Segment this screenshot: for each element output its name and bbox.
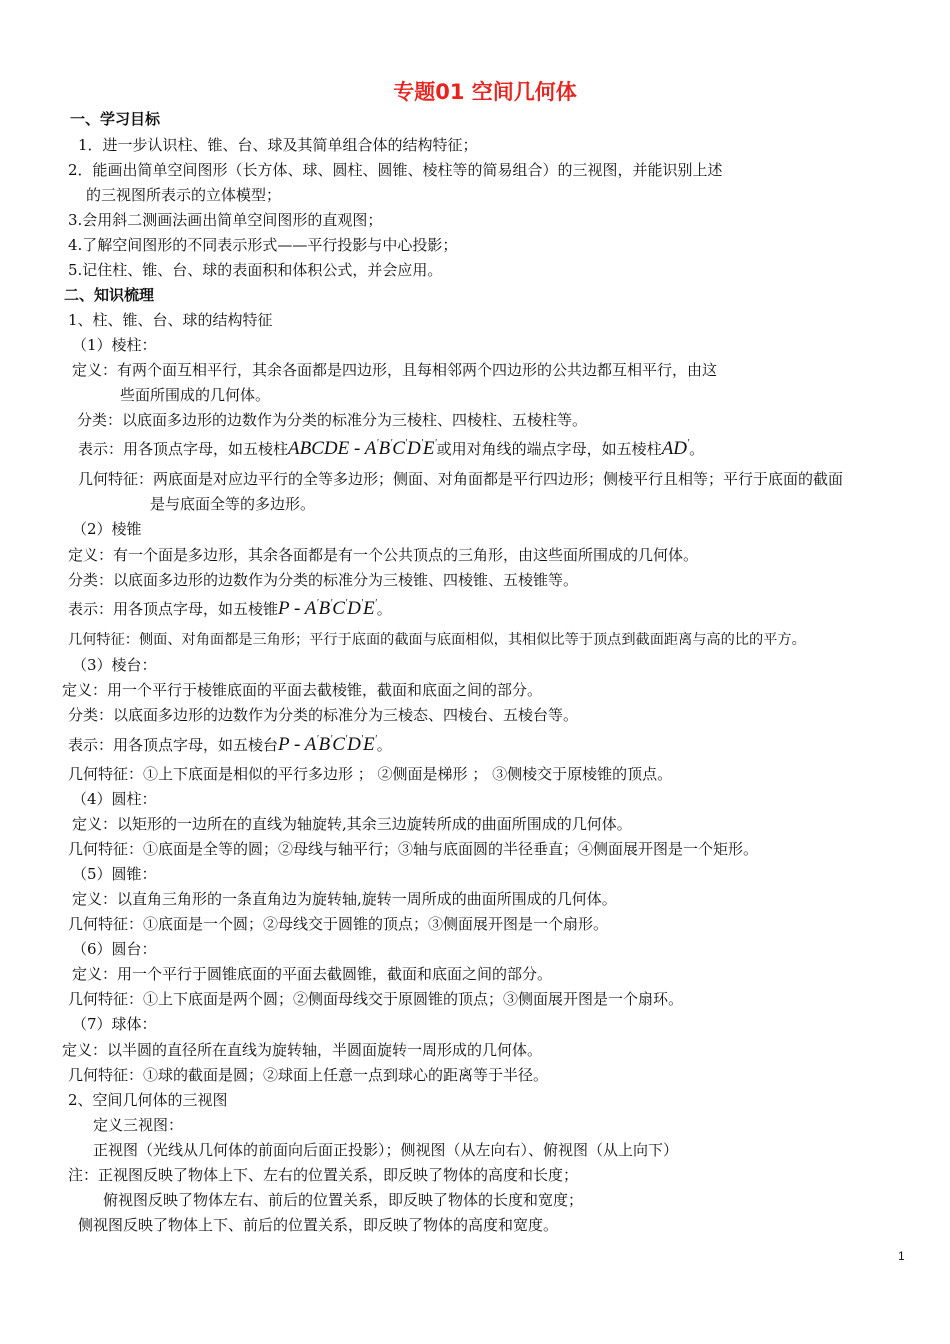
prism-notation-text: 表示：用各顶点字母，如五棱柱 xyxy=(78,440,289,458)
truncated-cone-definition: 定义：用一个平行于圆锥底面的平面去截圆锥，截面和底面之间的部分。 xyxy=(72,965,553,983)
sphere-features: 几何特征：①球的截面是圆；②球面上任意一点到球心的距离等于半径。 xyxy=(68,1066,549,1084)
subsection-three-views: 2、空间几何体的三视图 xyxy=(68,1091,228,1109)
frustum-notation: 表示：用各顶点字母，如五棱台P - A'B'C'D'E'。 xyxy=(68,734,392,755)
note-side-view: 侧视图反映了物体上下、前后的位置关系，即反映了物体的高度和宽度。 xyxy=(78,1216,559,1234)
frustum-heading: （3）棱台： xyxy=(72,656,157,674)
goal-5: 5.记住柱、锥、台、球的表面积和体积公式，并会应用。 xyxy=(68,261,443,279)
prism-classification: 分类：以底面多边形的边数作为分类的标准分为三棱柱、四棱柱、五棱柱等。 xyxy=(77,411,588,429)
pyramid-features: 几何特征：侧面、对角面都是三角形；平行于底面的截面与底面相似，其相似比等于顶点到截面距离与高的比的平方。 xyxy=(68,632,806,648)
cone-heading: （5）圆锥： xyxy=(72,865,157,883)
pyramid-notation: 表示：用各顶点字母，如五棱锥P - A'B'C'D'E'。 xyxy=(68,598,392,619)
page-number: 1 xyxy=(898,1249,905,1263)
prism-features-cont: 是与底面全等的多边形。 xyxy=(150,495,316,513)
prism-definition: 定义：有两个面互相平行，其余各面都是四边形，且每相邻两个四边形的公共边都互相平行，由这 xyxy=(72,361,718,379)
goal-2-cont: 的三视图所表示的立体模型； xyxy=(86,186,282,204)
pyramid-classification: 分类：以底面多边形的边数作为分类的标准分为三棱锥、四棱锥、五棱锥等。 xyxy=(68,571,579,589)
truncated-cone-heading: （6）圆台： xyxy=(72,940,157,958)
section-heading-knowledge: 二、知识梳理 xyxy=(64,286,155,304)
prism-formula: ABCDE - A'B'C'D'E' xyxy=(288,438,437,459)
prism-features: 几何特征：两底面是对应边平行的全等多边形；侧面、对角面都是平行四边形；侧棱平行且相等；平行于底面的截面 xyxy=(78,470,844,488)
subsection-structure: 1、柱、锥、台、球的结构特征 xyxy=(68,311,273,329)
frustum-formula: P - A'B'C'D'E' xyxy=(278,734,377,755)
frustum-definition: 定义：用一个平行于棱锥底面的平面去截棱锥，截面和底面之间的部分。 xyxy=(62,681,543,699)
cone-features: 几何特征：①底面是一个圆；②母线交于圆锥的顶点；③侧面展开图是一个扇形。 xyxy=(68,915,609,933)
page-title: 专题01 空间几何体 xyxy=(393,80,577,104)
sphere-definition: 定义：以半圆的直径所在直线为旋转轴，半圆面旋转一周形成的几何体。 xyxy=(62,1041,543,1059)
three-views-definition: 正视图（光线从几何体的前面向后面正投影）；侧视图（从左向右）、俯视图（从上向下） xyxy=(93,1141,679,1159)
truncated-cone-features: 几何特征：①上下底面是两个圆；②侧面母线交于原圆锥的顶点；③侧面展开图是一个扇环。 xyxy=(68,990,684,1008)
prism-heading: （1）棱柱： xyxy=(72,336,157,354)
pyramid-formula: P - A'B'C'D'E' xyxy=(278,598,377,619)
goal-3: 3.会用斜二测画法画出简单空间图形的直观图； xyxy=(68,211,383,229)
note-top-view: 俯视图反映了物体左右、前后的位置关系，即反映了物体的长度和宽度； xyxy=(103,1191,584,1209)
cylinder-features: 几何特征：①底面是全等的圆；②母线与轴平行；③轴与底面圆的半径垂直；④侧面展开图是一个矩形。 xyxy=(68,840,759,858)
pyramid-heading: （2）棱锥 xyxy=(72,520,142,538)
three-views-heading: 定义三视图： xyxy=(93,1116,184,1134)
prism-diagonal: AD' xyxy=(661,438,690,459)
frustum-features: 几何特征：①上下底面是相似的平行多边形 ； ②侧面是梯形 ； ③侧棱交于原棱锥的顶点。 xyxy=(68,765,673,783)
cylinder-heading: （4）圆柱： xyxy=(72,790,157,808)
cylinder-definition: 定义：以矩形的一边所在的直线为轴旋转,其余三边旋转所成的曲面所围成的几何体。 xyxy=(72,815,632,833)
cone-definition: 定义：以直角三角形的一条直角边为旋转轴,旋转一周所成的曲面所围成的几何体。 xyxy=(72,890,617,908)
prism-notation: 表示：用各顶点字母，如五棱柱ABCDE - A'B'C'D'E'或用对角线的端点字母，如五棱柱AD'。 xyxy=(78,438,705,459)
sphere-heading: （7）球体： xyxy=(72,1015,157,1033)
goal-4: 4.了解空间图形的不同表示形式——平行投影与中心投影； xyxy=(68,236,458,254)
pyramid-definition: 定义：有一个面是多边形，其余各面都是有一个公共顶点的三角形，由这些面所围成的几何体。 xyxy=(68,546,699,564)
frustum-classification: 分类：以底面多边形的边数作为分类的标准分为三棱态、四棱台、五棱台等。 xyxy=(68,706,579,724)
goal-1: 1．进一步认识柱、锥、台、球及其简单组合体的结构特征； xyxy=(78,136,478,154)
prism-definition-cont: 些面所围成的几何体。 xyxy=(120,386,271,404)
section-heading-goals: 一、学习目标 xyxy=(70,110,161,128)
goal-2: 2．能画出简单空间图形（长方体、球、圆柱、圆锥、棱柱等的简易组合）的三视图，并能识别上述 xyxy=(68,161,723,179)
note-front-view: 注：正视图反映了物体上下、左右的位置关系，即反映了物体的高度和长度； xyxy=(68,1166,579,1184)
